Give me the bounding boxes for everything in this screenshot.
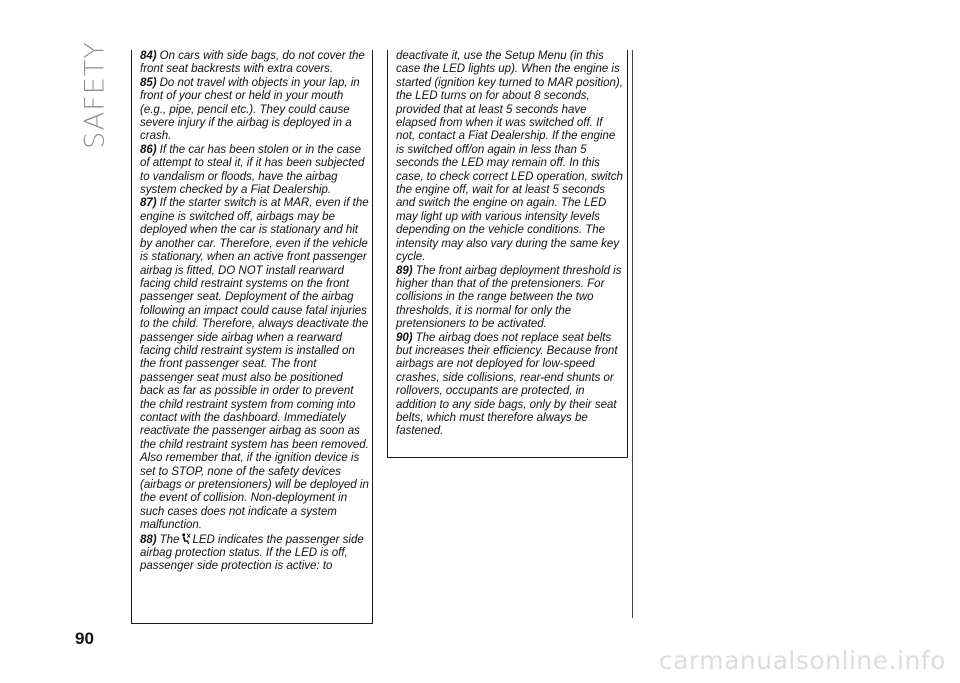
note-88 xyxy=(140,533,369,574)
note-86 xyxy=(140,144,369,198)
note-number: 89) xyxy=(396,264,413,277)
note-number: 90) xyxy=(396,331,413,344)
watermark: carmanualsonline.info xyxy=(658,646,946,675)
note-number: 84) xyxy=(140,50,157,62)
note-number: 88) xyxy=(140,533,157,546)
note-text: The front airbag deployment threshold is higher than that of the pretensioners. For collisions in the range between the two thresholds, it is normal for only the pretensioners to be activated. xyxy=(396,264,622,331)
note-text: If the starter switch is at MAR, even if the engine is switched off, airbags may be deployed when the car is stationary and hit by another car. Therefore, even if the vehicle is stationary, when an active front passenger airbag is fitted, DO NOT install rearward facing child restraint systems on the front passenger seat. Deployment of the airbag following an impact could cause fatal injuries to the child. Therefore, always deactivate the passenger side airbag when a rearward facing child restraint system is installed on the front passenger seat. The front passenger seat must also be positioned back as far as possible in order to prevent the child restraint system from coming into contact with the dashboard. Immediately reactivate the passenger airbag as soon as the child restraint system has been removed. Also remember that, if the ignition device is set to STOP, none of the safety devices (airbags or pretensioners) will be deployed in the event of collision. Non-deployment in such cases does not indicate a system malfunction. xyxy=(140,197,369,532)
note-85 xyxy=(140,77,369,144)
note-text: Do not travel with objects in your lap, in front of your chest or held in your mouth (e.g., pipe, pencil etc.). They could cause severe injury if the airbag is deployed in a crash. xyxy=(140,76,360,143)
note-number: 85) xyxy=(140,76,157,89)
section-tab xyxy=(79,41,111,149)
page-number: 90 xyxy=(75,629,94,648)
note-84 xyxy=(140,50,369,77)
note-90 xyxy=(396,332,624,439)
column-divider xyxy=(632,50,633,618)
note-87 xyxy=(140,197,369,532)
warning-box-left xyxy=(131,50,373,624)
passenger-airbag-off-icon xyxy=(180,533,191,545)
note-text: deactivate it, use the Setup Menu (in this case the LED lights up). When the engine is started (ignition key turned to MAR position), the LED turns on for about 8 seconds, provided that at least 5 seconds have elapsed from when it was switched off. If not, contact a Fiat Dealership. If the engine is switched off/on again in less than 5 seconds the LED may remain off. In this case, to check correct LED operation, switch the engine off, wait for at least 5 seconds and switch the engine on again. The LED may light up with various intensity levels depending on the vehicle conditions. The intensity may also vary during the same key cycle. xyxy=(396,50,623,264)
note-number: 86) xyxy=(140,143,157,156)
note-text-pre: The xyxy=(159,533,180,546)
note-88-continued xyxy=(396,50,624,265)
warning-box-right xyxy=(387,50,628,458)
note-text: The airbag does not replace seat belts but increases their efficiency. Because front airbags are not deployed for low-speed crashes, side collisions, rear-end shunts or rollovers, occupants are protected, in addition to any side bags, only by their seat belts, which must therefore always be fastened. xyxy=(396,331,618,438)
note-89 xyxy=(396,265,624,332)
note-text: On cars with side bags, do not cover the front seat backrests with extra covers. xyxy=(140,50,365,76)
note-text: LED indicates the passenger side airbag protection status. If the LED is off, passenger side protection is active: to xyxy=(140,533,364,573)
note-text: If the car has been stolen or in the case of attempt to steal it, if it has been subjected to vandalism or floods, have the airbag system checked by a Fiat Dealership. xyxy=(140,143,365,197)
note-number: 87) xyxy=(140,197,157,210)
section-title: SAFETY xyxy=(79,41,111,149)
